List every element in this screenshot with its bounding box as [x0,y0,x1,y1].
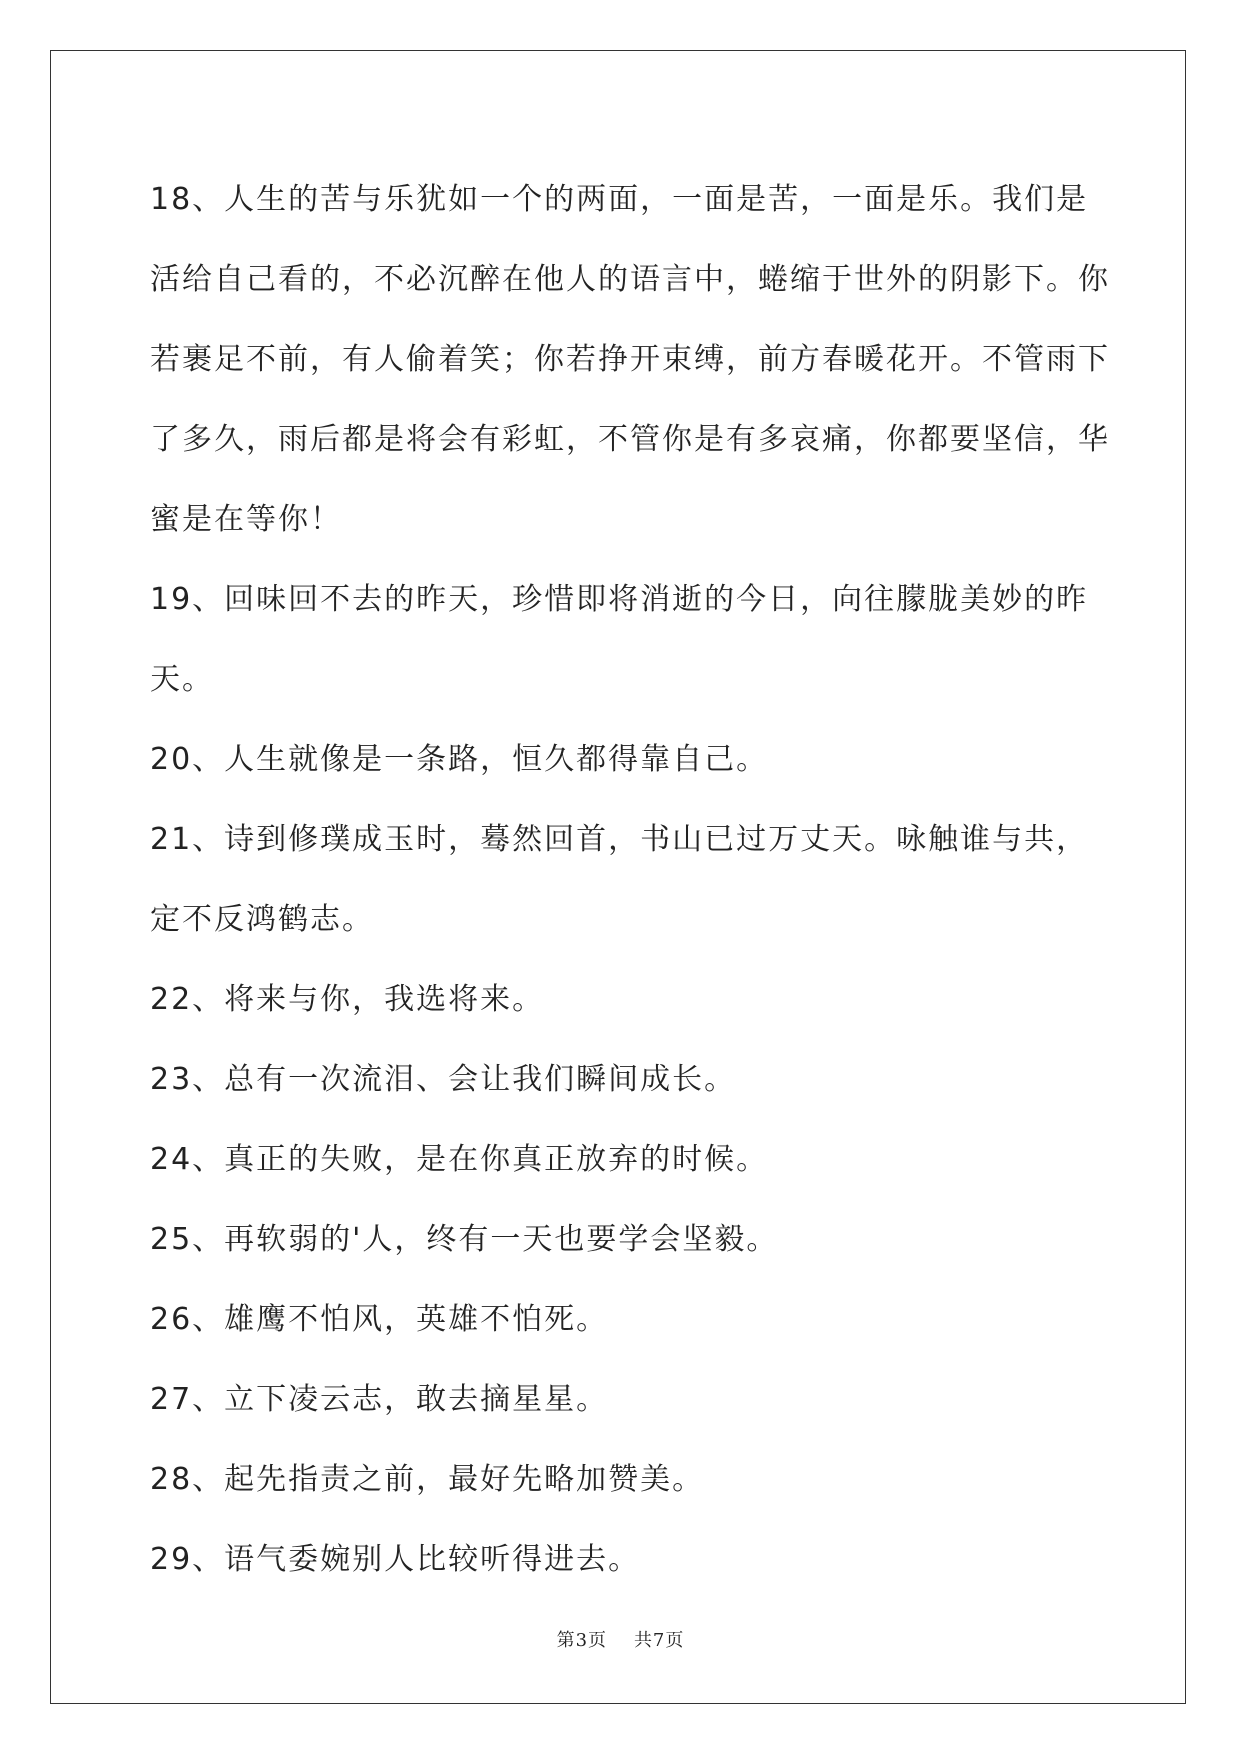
paragraph-18: 18、人生的苦与乐犹如一个的两面，一面是苦，一面是乐。我们是活给自己看的，不必沉醉在他人的语言中，蜷缩于世外的阴影下。你若裹足不前，有人偷着笑；你若挣开束缚，前方春暖花开。不管雨下了多久，雨后都是将会有彩虹，不管你是有多哀痛，你都要坚信，华蜜是在等你！ [150,182,1110,537]
paragraph-22: 22、将来与你，我选将来。 [150,982,545,1017]
page-footer [0,1626,1241,1652]
document-body [150,160,1110,1600]
paragraph-20: 20、人生就像是一条路，恒久都得靠自己。 [150,742,769,777]
paragraph-23: 23、总有一次流泪、会让我们瞬间成长。 [150,1062,737,1097]
paragraph-19: 19、回味回不去的昨天，珍惜即将消逝的今日，向往朦胧美妙的昨天。 [150,582,1089,697]
paragraph-28: 28、起先指责之前，最好先略加赞美。 [150,1462,705,1497]
paragraph-21: 21、诗到修璞成玉时，蓦然回首，书山已过万丈天。咏触谁与共，定不反鸿鹤志。 [150,822,1089,937]
page-number: 第3页 [556,1630,608,1651]
paragraph-27: 27、立下凌云志，敢去摘星星。 [150,1382,609,1417]
paragraph-29: 29、语气委婉别人比较听得进去。 [150,1542,641,1577]
paragraph-24: 24、真正的失败，是在你真正放弃的时候。 [150,1142,769,1177]
paragraph-25: 25、再软弱的'人，终有一天也要学会坚毅。 [150,1222,779,1257]
paragraph-26: 26、雄鹰不怕风，英雄不怕死。 [150,1302,609,1337]
page-total: 共7页 [633,1630,685,1651]
